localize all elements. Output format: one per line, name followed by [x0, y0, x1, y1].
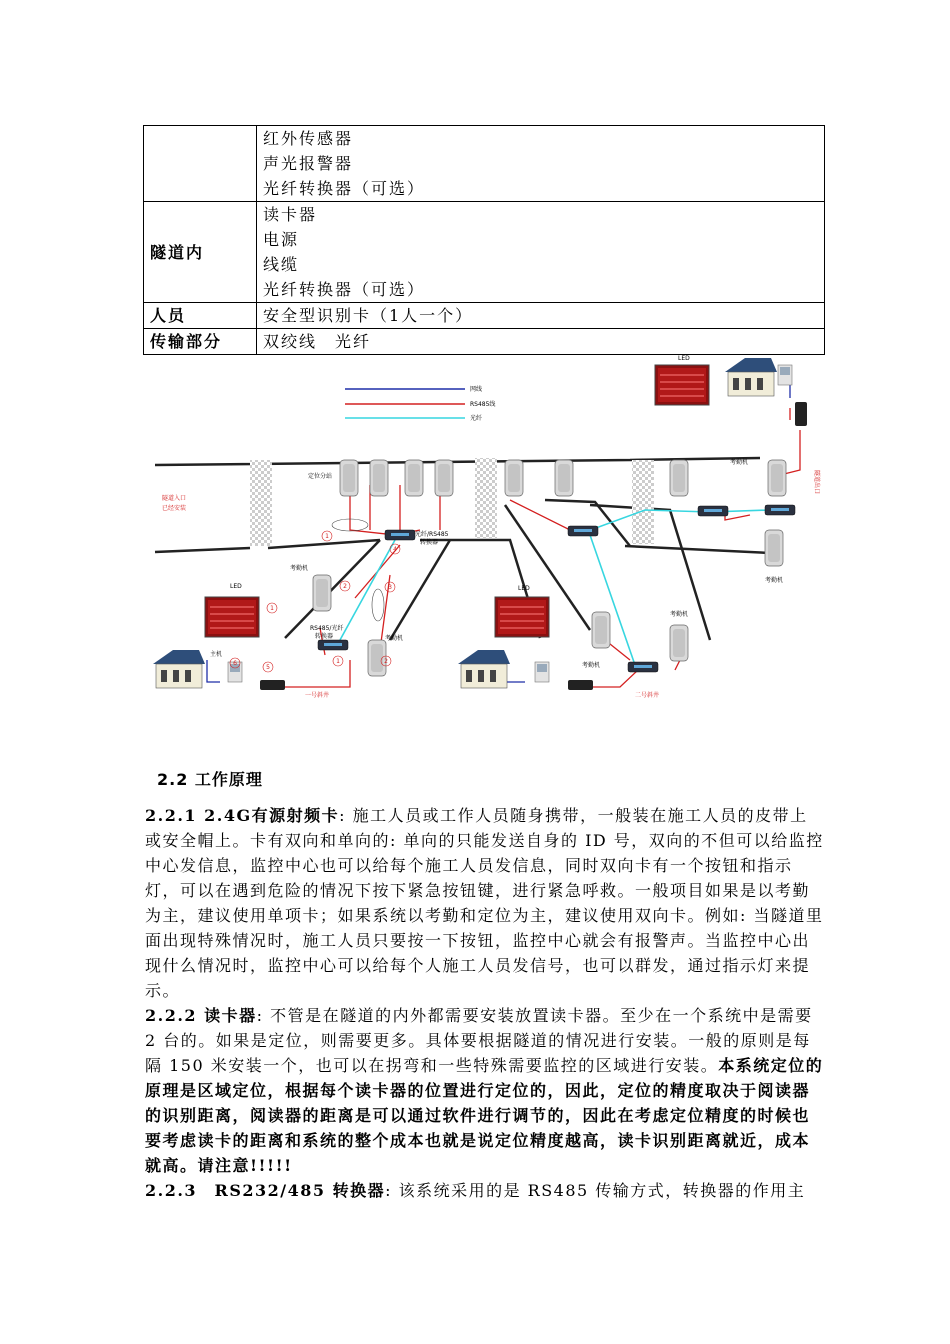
host-label: 主机: [210, 651, 223, 658]
paragraph-body: : 不管是在隧道的内外都需要安装放置读卡器。至少在一个系统中是需要 2 台的。如果是定位，则需要更多。具体要根据隧道的情况进行安装。一般的原则是每隔 150 米安装一个，也可以在拐弯和一些特殊需要监控的区域进行安装。: [145, 1006, 813, 1075]
legend: [345, 385, 495, 422]
converter-label: 光纤/RS485: [415, 531, 449, 538]
body-text: [145, 803, 825, 1203]
legend-rs485-label: RS485线: [470, 401, 496, 408]
section-number: 2.2: [157, 770, 189, 789]
led-label: LED: [678, 355, 690, 362]
list-item: 光纤转换器（可选）: [263, 280, 426, 299]
legend-network-label: 网线: [470, 386, 483, 393]
paragraph-converter: [145, 1178, 825, 1203]
attendance-label: 考勤机: [290, 565, 309, 572]
list-item: 光纤转换器（可选）: [263, 179, 426, 198]
checker-zone: [632, 460, 654, 544]
paragraph-body: : 施工人员或工作人员随身携带，一般装在施工人员的皮带上或安全帽上。卡有双向和单向的: 单向的只能发送自身的 ID 号，双向的不但可以给监控中心发信息，监控中心也可以给每个施工人员发信息，同时双向卡有一个按钮和指示灯，可以在遇到危险的情况下按下紧急按钮键，进行紧急呼救。一般项目如果是以考勤为主，建议使用单项卡；如果系统以考勤和定位为主，建议使用双向卡。例如: 当隧道里面出现特殊情况时，施工人员只要按一下按钮，监控中心就会有报警声。当监控中心出现什么情况时，监控中心可以给每个人施工人员发信号，也可以群发，通过指示灯来提示。: [145, 806, 824, 1000]
attendance-label: 考勤机: [670, 611, 689, 618]
rs232-adapter-icon: [568, 680, 593, 690]
step-number: 2: [343, 583, 347, 590]
shaft2-label: 二号斜井: [635, 692, 660, 699]
converter-label: 转换器: [315, 633, 334, 640]
rs232-adapter-icon: [260, 680, 285, 690]
attendance-label: 考勤机: [385, 635, 404, 642]
converter-label: RS485/光纤: [310, 625, 344, 632]
shaft1-label: 一号斜井: [305, 692, 330, 699]
led-label: LED: [518, 585, 530, 592]
step-number: 1: [336, 658, 340, 665]
section-title: 工作原理: [194, 770, 263, 789]
led-label: LED: [230, 583, 242, 590]
step-number: 6: [233, 660, 237, 667]
paragraph-card-reader: [145, 1003, 825, 1178]
step-number: 2: [384, 658, 388, 665]
converter-label: 转换器: [420, 539, 439, 546]
step-number: 5: [266, 664, 270, 671]
items-cell: [257, 126, 825, 202]
checker-zone: [475, 458, 497, 538]
items-cell: 安全型识别卡（1人一个）: [257, 303, 825, 329]
step-number: 4: [393, 546, 397, 553]
items-cell: [257, 202, 825, 303]
category-cell: [144, 126, 257, 202]
system-diagram: [150, 355, 822, 712]
installed-label: 已经安装: [162, 505, 187, 512]
list-item: 线缆: [263, 255, 300, 274]
list-item: 声光报警器: [263, 154, 354, 173]
attendance-label: 考勤机: [765, 577, 784, 584]
locating-antenna-label: 定位分站: [308, 473, 333, 480]
table-row: [144, 303, 825, 329]
paragraph-rfid-card: [145, 803, 825, 1003]
list-item: 电源: [263, 230, 300, 249]
paragraph-heading: 2.2.2 读卡器: [145, 1006, 257, 1025]
equipment-table: [143, 125, 825, 355]
legend-fiber-label: 光纤: [470, 415, 483, 422]
step-number: 1: [270, 605, 274, 612]
list-item: 红外传感器: [263, 129, 354, 148]
list-item: 读卡器: [263, 205, 318, 224]
category-cell: 人员: [144, 303, 257, 329]
checker-zone: [250, 460, 272, 546]
paragraph-emphasis: 本系统定位的原理是区域定位，根据每个读卡器的位置进行定位的，因此，定位的精度取决于阅读器的识别距离，阅读器的距离是可以通过软件进行调节的，因此在考虑定位精度的时候也要考虑读卡的距离和系统的整个成本也就是说定位精度越高，读卡识别距离就近，成本就高。请注意!!!!!: [145, 1056, 824, 1175]
table-row: [144, 202, 825, 303]
exit-label: 隧道出口: [813, 470, 820, 495]
entrance-label: 隧道入口: [162, 495, 187, 502]
paragraph-heading: 2.2.3 RS232/485 转换器: [145, 1181, 386, 1200]
table-row: [144, 126, 825, 202]
rs232-adapter-icon: [795, 402, 807, 426]
step-number: 3: [388, 584, 392, 591]
signal-wave-icon: [372, 589, 384, 621]
attendance-label: 考勤机: [582, 662, 601, 669]
category-cell: 隧道内: [144, 202, 257, 303]
step-number: 1: [325, 533, 329, 540]
category-cell: 传输部分: [144, 329, 257, 355]
items-cell: 双绞线 光纤: [257, 329, 825, 355]
attendance-label: 考勤机: [730, 459, 749, 466]
paragraph-body: : 该系统采用的是 RS485 传输方式，转换器的作用主: [385, 1181, 806, 1200]
table-row: [144, 329, 825, 355]
paragraph-heading: 2.2.1 2.4G有源射频卡: [145, 806, 340, 825]
section-heading: [157, 767, 263, 790]
